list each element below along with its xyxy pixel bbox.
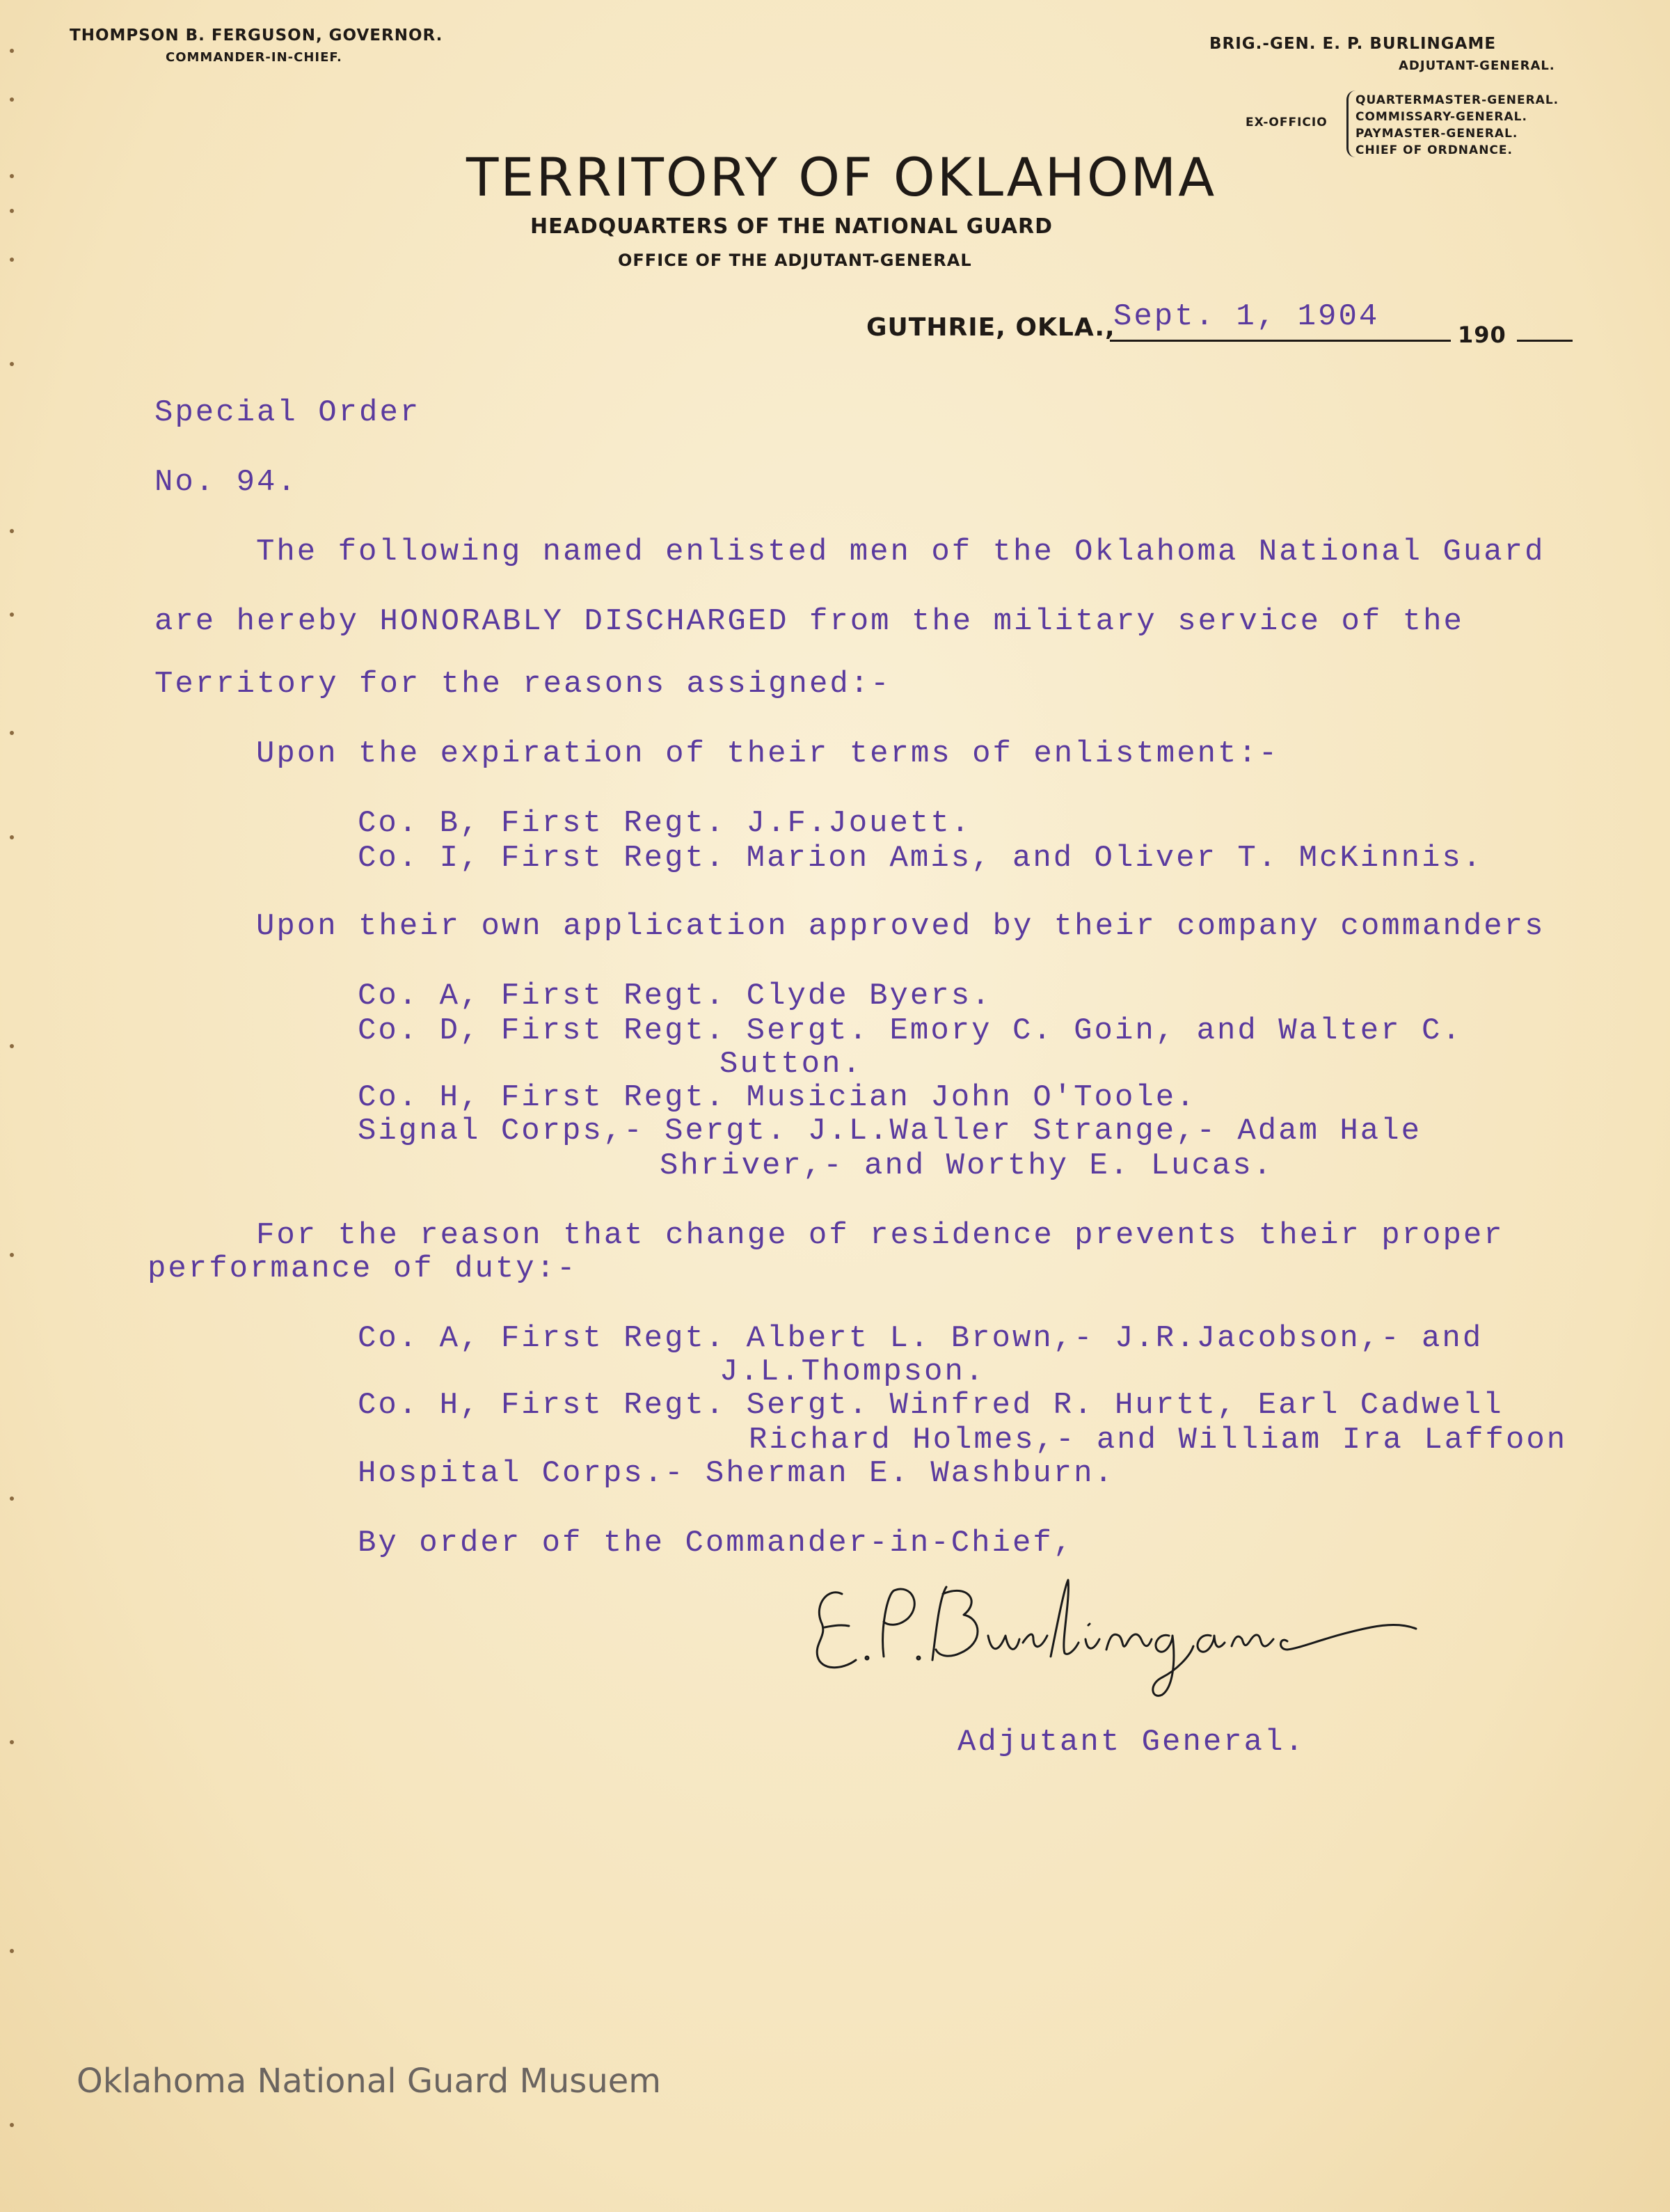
governor-title: COMMANDER-IN-CHIEF. [166,50,342,65]
ex-officio-role-1: QUARTERMASTER-GENERAL. [1355,93,1559,107]
intro-line-2: are hereby HONORABLY DISCHARGED from the military service of the [154,604,1464,639]
letterhead-title: TERRITORY OF OKLAHOMA [466,146,1217,208]
intro-line-1: The following named enlisted men of the Oklahoma National Guard [256,535,1545,569]
section2-line-3: Sutton. [719,1047,863,1082]
section2-line-5: Signal Corps,- Sergt. J.L.Waller Strange,- Adam Hale [358,1114,1422,1148]
section3-heading-line-1: For the reason that change of residence prevents their proper [256,1218,1504,1253]
dateline-rule [1110,340,1451,342]
section2-line-4: Co. H, First Regt. Musician John O'Toole. [358,1080,1197,1115]
year-prefix: 190 [1458,322,1506,348]
ex-officio-role-3: PAYMASTER-GENERAL. [1355,127,1518,141]
adjutant-title: ADJUTANT-GENERAL. [1399,58,1555,73]
section1-line-1: Co. B, First Regt. J.F.Jouett. [358,806,972,841]
section3-line-3: Co. H, First Regt. Sergt. Winfred R. Hurtt, Earl Cadwell [358,1388,1504,1423]
ex-officio-brace [1346,90,1355,157]
order-heading: Special Order [154,395,421,430]
letterhead-office: OFFICE OF THE ADJUTANT-GENERAL [618,251,972,270]
order-number: No. 94. [154,465,298,500]
ex-officio-role-4: CHIEF OF ORDNANCE. [1355,143,1513,157]
ex-officio-label: EX-OFFICIO [1246,116,1328,129]
dateline-place: GUTHRIE, OKLA., [866,313,1115,342]
section2-line-1: Co. A, First Regt. Clyde Byers. [358,979,992,1013]
adjutant-name: BRIG.-GEN. E. P. BURLINGAME [1209,35,1497,53]
section3-line-5: Hospital Corps.- Sherman E. Washburn. [358,1456,1115,1491]
museum-watermark: Oklahoma National Guard Musuem [77,2062,662,2101]
governor-name: THOMPSON B. FERGUSON, GOVERNOR. [70,26,443,45]
date-typed: Sept. 1, 1904 [1113,299,1380,334]
section2-heading: Upon their own application approved by their company commanders [256,909,1545,944]
closing-line: By order of the Commander-in-Chief, [358,1526,1074,1561]
ex-officio-role-2: COMMISSARY-GENERAL. [1355,110,1527,124]
section1-line-2: Co. I, First Regt. Marion Amis, and Oliver T. McKinnis. [358,841,1484,876]
section3-line-1: Co. A, First Regt. Albert L. Brown,- J.R.Jacobson,- and [358,1321,1484,1356]
section3-heading-line-2: performance of duty:- [148,1251,578,1286]
signature [800,1566,1440,1705]
intro-line-3: Territory for the reasons assigned:- [154,667,891,702]
signature-title: Adjutant General. [957,1725,1305,1760]
section3-line-4: Richard Holmes,- and William Ira Laffoon [749,1423,1568,1457]
section3-line-2: J.L.Thompson. [719,1354,986,1389]
section2-line-2: Co. D, First Regt. Sergt. Emory C. Goin, and Walter C. [358,1013,1463,1048]
section1-heading: Upon the expiration of their terms of enlistment:- [256,736,1280,771]
dateline-rule-end [1517,340,1573,342]
letterhead-subtitle: HEADQUARTERS OF THE NATIONAL GUARD [530,214,1053,239]
section2-line-6: Shriver,- and Worthy E. Lucas. [660,1148,1274,1183]
